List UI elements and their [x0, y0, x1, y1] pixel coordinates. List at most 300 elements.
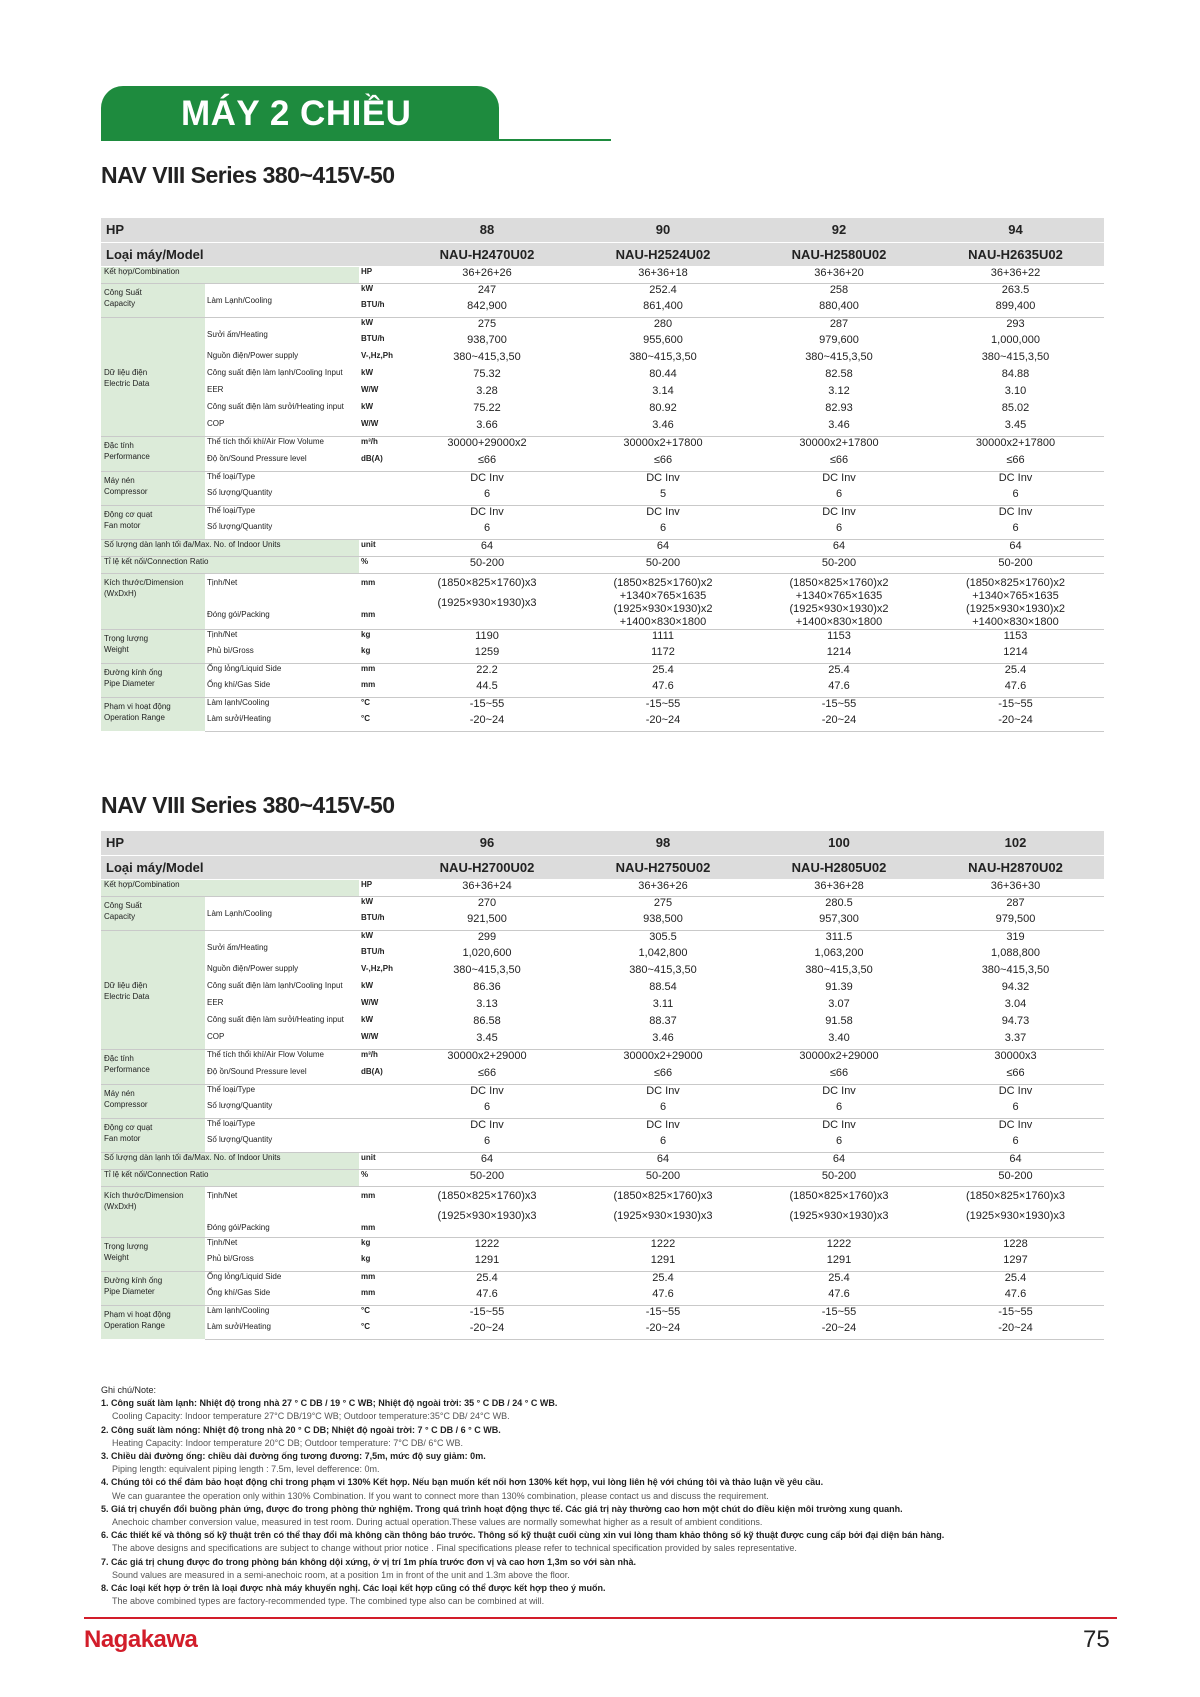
group-label-line: Weight: [104, 644, 129, 654]
unit-label: BTU/h: [359, 300, 399, 317]
power_supply-value: 380~415,3,50: [805, 964, 873, 976]
dim-net-line: (1850×825×1760)x3: [437, 576, 537, 589]
cop-value: 3.66: [476, 419, 498, 431]
row-label: Nguồn điện/Power supply: [205, 351, 359, 368]
weight_gross-value: 1214: [1003, 646, 1028, 658]
unit-label: kg: [359, 646, 399, 663]
note-vn: 3. Chiều dài đường ống: chiều dài đường ống tương đương: 7,5m, mức độ suy giảm: 0m.: [101, 1451, 486, 1462]
note-en: Sound values are measured in a semi-anechoic room, at a position 1m in front of the unit and 1.3m above the floor.: [112, 1569, 570, 1580]
table-row: [101, 505, 1104, 522]
table-row: [101, 351, 1104, 368]
row-label: Công suất điện làm sưởi/Heating input: [205, 1015, 359, 1032]
row-label: Sưởi ấm/Heating: [205, 930, 359, 964]
table-row: [101, 1152, 1104, 1169]
model-row: [101, 855, 1104, 879]
dim-net-line: (1850×825×1760)x3: [437, 1189, 537, 1202]
cop-value: 3.45: [476, 1032, 498, 1044]
power_supply-value: 380~415,3,50: [981, 351, 1050, 363]
heating_input-value: 91.58: [825, 1015, 853, 1027]
group-label-line: Performance: [104, 451, 150, 461]
heating_input-value: 94.73: [1001, 1015, 1030, 1027]
net-label: Tịnh/Net: [207, 1190, 238, 1200]
unit-label: dB(A): [359, 1067, 399, 1084]
unit-label: [359, 1084, 399, 1101]
row-label: Kết hợp/Combination: [101, 266, 359, 283]
fan_qty-value: 6: [483, 1135, 491, 1147]
hp-value: 96: [399, 831, 575, 855]
row-label: Ống lỏng/Liquid Side: [205, 663, 359, 680]
max_indoor-value: 64: [927, 1152, 1104, 1169]
unit-label: dB(A): [359, 454, 399, 471]
unit-label: [359, 505, 399, 522]
unit-label: °C: [359, 1305, 399, 1322]
table-row: [101, 266, 1104, 283]
note-vn: 2. Công suất làm nóng: Nhiệt độ trong nhà 20 ° C DB; Nhiệt độ ngoài trời: 7 ° C DB / 6 ° C WB.: [101, 1424, 501, 1435]
row-label: Tịnh/Net: [205, 1237, 359, 1254]
group-label-line: Dữ liệu điện: [104, 981, 148, 990]
weight_net-value: 1222: [399, 1237, 575, 1254]
fan_qty-value: 6: [835, 522, 843, 534]
fan_qty-value: 6: [659, 522, 667, 534]
note-en: Cooling Capacity: Indoor temperature 27°C DB/19°C WB; Outdoor temperature:35°C DB/ 24°C WB.: [112, 1411, 510, 1422]
group-label-line: Công Suất: [104, 287, 142, 297]
heating_kw-value: 275: [399, 317, 575, 334]
row-label: Số lượng/Quantity: [205, 488, 359, 505]
comp_type-value: DC Inv: [927, 471, 1104, 488]
group-label-line: Động cơ quạt: [104, 1122, 153, 1132]
connection_ratio-value: 50-200: [927, 556, 1104, 573]
row-label: Thể tích thổi khí/Air Flow Volume: [205, 1049, 359, 1067]
unit-label: kg: [359, 1237, 399, 1254]
table-row: [101, 488, 1104, 505]
row-label: Độ ồn/Sound Pressure level: [205, 454, 359, 471]
air_flow-value: 30000x2+17800: [751, 436, 927, 454]
unit-label: mm: [359, 680, 399, 697]
group-label: [101, 1049, 205, 1084]
air_flow-value: 30000+29000x2: [399, 436, 575, 454]
cooling_kw-value: 275: [575, 896, 751, 913]
table-row: [101, 556, 1104, 573]
cooling_btu-value: 842,900: [467, 300, 507, 312]
page-number: 75: [1083, 1626, 1110, 1653]
sound-value: ≤66: [829, 454, 849, 466]
max_indoor-value: 64: [575, 539, 751, 556]
table-row: [101, 539, 1104, 556]
comp_qty-value: 6: [835, 488, 843, 500]
brand-logo: Nagakawa: [84, 1626, 198, 1653]
table-row: [101, 573, 1104, 629]
unit-label: kW: [359, 283, 399, 300]
unit-label: BTU/h: [359, 947, 399, 964]
range_cooling-value: -15~55: [575, 1305, 751, 1322]
table-row: [101, 402, 1104, 419]
note-vn: 6. Các thiết kế và thông số kỹ thuật trên có thể thay đổi mà không cần thông báo trước. Thông số kỹ thuật cuối cùng xin vui lòng tham khảo thông số kỹ thuật được cung cấp bởi đại diện bán hàng.: [101, 1530, 945, 1541]
unit-label: mm: [359, 1288, 399, 1305]
hp-row: [101, 831, 1104, 855]
weight_gross-value: 1259: [474, 646, 500, 658]
fan_type-value: DC Inv: [751, 505, 927, 522]
heating_input-value: 85.02: [1001, 402, 1030, 414]
unit-label: kW: [359, 402, 399, 419]
footer-divider: [84, 1617, 1117, 1619]
group-label: [101, 436, 205, 471]
row-label: Kết hợp/Combination: [101, 879, 359, 896]
comp_type-value: DC Inv: [575, 471, 751, 488]
heating_btu-value: 1,000,000: [991, 334, 1040, 346]
eer-value: 3.12: [828, 385, 850, 397]
weight_gross-value: 1214: [826, 646, 852, 658]
comp_type-value: DC Inv: [927, 1084, 1104, 1101]
pipe_liquid-value: 25.4: [927, 1271, 1104, 1288]
group-label-line: Kích thước/Dimension: [104, 577, 184, 587]
cop-value: 3.40: [828, 1032, 850, 1044]
dim-net-line: (1850×825×1760)x2: [965, 576, 1066, 589]
cooling_btu-value: 957,300: [819, 913, 859, 925]
heating_input-value: 75.22: [473, 402, 501, 414]
pipe_liquid-value: 25.4: [399, 1271, 575, 1288]
eer-value: 3.13: [476, 998, 498, 1010]
pipe_liquid-value: 25.4: [575, 1271, 751, 1288]
unit-label: W/W: [359, 998, 399, 1015]
row-label: Ống lỏng/Liquid Side: [205, 1271, 359, 1288]
dim-packing-line: (1925×930×1930)x3: [437, 596, 537, 609]
pipe_gas-value: 47.6: [1004, 1288, 1027, 1300]
table-row: [101, 419, 1104, 436]
fan_type-value: DC Inv: [751, 1118, 927, 1135]
group-label-line: Compressor: [104, 486, 148, 496]
sound-value: ≤66: [829, 1067, 849, 1079]
heating_kw-value: 319: [927, 930, 1104, 947]
row-label: EER: [205, 998, 359, 1015]
heating_btu-value: 938,700: [467, 334, 507, 346]
connection_ratio-value: 50-200: [751, 556, 927, 573]
note-en: Piping length: equivalent piping length : 7.5m, level defference: 0m.: [112, 1464, 380, 1475]
fan_qty-value: 6: [835, 1135, 843, 1147]
table-row: [101, 1322, 1104, 1339]
cooling_input-value: 91.39: [825, 981, 853, 993]
note-en: Heating Capacity: Indoor temperature 20°C DB; Outdoor temperature: 7°C DB/ 6°C WB.: [112, 1437, 463, 1448]
unit-label: W/W: [359, 419, 399, 436]
row-label: Thể loại/Type: [205, 471, 359, 488]
cooling_input-value: 75.32: [473, 368, 501, 380]
dim-packing-line: (1925×930×1930)x2: [789, 602, 889, 615]
row-label: Số lượng/Quantity: [205, 1101, 359, 1118]
range_cooling-value: -15~55: [751, 697, 927, 714]
models-value: NAU-H2805U02: [751, 855, 927, 879]
table-row: [101, 629, 1104, 646]
fan_type-value: DC Inv: [927, 505, 1104, 522]
dim-net-line: (1850×825×1760)x3: [613, 1189, 713, 1202]
group-label-line: Công Suất: [104, 900, 142, 910]
dim-net-line: +1340×765×1635: [619, 589, 707, 602]
sound-value: ≤66: [477, 454, 497, 466]
range_heating-value: -20~24: [575, 714, 751, 731]
hp-label: HP: [101, 831, 399, 855]
row-label: Làm Lạnh/Cooling: [205, 283, 359, 317]
group-label-line: Pipe Diameter: [104, 1286, 155, 1296]
note-en: The above designs and specifications are subject to change without prior notice . Final specifications please refer to technical specification provided by sales representative.: [112, 1543, 797, 1554]
weight_net-value: 1153: [927, 629, 1104, 646]
range_cooling-value: -15~55: [399, 1305, 575, 1322]
sound-value: ≤66: [477, 1067, 497, 1079]
comp_type-value: DC Inv: [575, 1084, 751, 1101]
comp_type-value: DC Inv: [751, 471, 927, 488]
table-row: [101, 1118, 1104, 1135]
heating_kw-value: 311.5: [751, 930, 927, 947]
cooling_input-value: 84.88: [1001, 368, 1030, 380]
cooling_kw-value: 270: [399, 896, 575, 913]
note-en: Anechoic chamber conversion value, measured in test room. During actual operation.These values are normally somewhat higher as a result of ambient conditions.: [112, 1517, 763, 1528]
range_heating-value: -20~24: [927, 714, 1104, 731]
cop-value: 3.46: [652, 1032, 674, 1044]
table-row: [101, 663, 1104, 680]
unit-label: %: [359, 1169, 399, 1186]
unit-label: %: [359, 556, 399, 573]
unit-label: kg: [359, 1254, 399, 1271]
table-row: [101, 283, 1104, 300]
group-label-line: Đặc tính: [104, 440, 134, 450]
unit-label: [359, 1118, 399, 1135]
air_flow-value: 30000x2+17800: [575, 436, 751, 454]
power_supply-value: 380~415,3,50: [453, 351, 521, 363]
table-row: [101, 896, 1104, 913]
weight_gross-value: 1172: [651, 646, 675, 658]
row-label: Nguồn điện/Power supply: [205, 964, 359, 981]
heating_kw-value: 293: [927, 317, 1104, 334]
weight_net-value: 1228: [927, 1237, 1104, 1254]
unit-label: kW: [359, 930, 399, 947]
heating_kw-value: 287: [751, 317, 927, 334]
note-en: We can guarantee the operation only within 130% Combination. If you want to connect more than 130% combination, please contact us and discuss the requirement.: [112, 1490, 769, 1501]
heating_btu-value: 979,600: [819, 334, 859, 346]
hp-label: HP: [101, 218, 399, 242]
heating_btu-value: 1,042,800: [638, 947, 688, 959]
group-label-line: Weight: [104, 1252, 129, 1262]
table-row: [101, 1169, 1104, 1186]
table-row: [101, 368, 1104, 385]
cooling_btu-value: 899,400: [995, 300, 1036, 312]
hp-value: 102: [927, 831, 1104, 855]
group-label-line: Máy nén: [104, 475, 135, 485]
max_indoor-value: 64: [575, 1152, 751, 1169]
pipe_liquid-value: 25.4: [575, 663, 751, 680]
table-row: [101, 1049, 1104, 1067]
group-label-line: Capacity: [104, 911, 136, 921]
pipe_gas-value: 47.6: [476, 1288, 498, 1300]
max_indoor-value: 64: [399, 539, 575, 556]
group-label: [101, 896, 205, 930]
group-label-line: Đường kính ống: [104, 667, 163, 677]
heating_kw-value: 280: [575, 317, 751, 334]
combination-value: 36+36+30: [927, 879, 1104, 896]
sound-value: ≤66: [653, 1067, 673, 1079]
range_heating-value: -20~24: [399, 1322, 575, 1339]
cop-value: 3.37: [1004, 1032, 1027, 1044]
power_supply-value: 380~415,3,50: [453, 964, 521, 976]
table-row: [101, 879, 1104, 896]
table-row: [101, 1305, 1104, 1322]
table-row: [101, 981, 1104, 998]
dim-packing-line: +1400×830×1800: [972, 615, 1059, 628]
group-label: [101, 1118, 205, 1152]
cooling_input-value: 88.54: [649, 981, 677, 993]
group-label-line: Đặc tính: [104, 1053, 134, 1063]
group-label: [101, 1305, 205, 1339]
heating_btu-value: 955,600: [643, 334, 683, 346]
unit-label: [359, 471, 399, 488]
unit-label: m³/h: [359, 1049, 399, 1067]
table-row: [101, 436, 1104, 454]
group-label: [101, 629, 205, 663]
heating_input-value: 82.93: [825, 402, 853, 414]
group-label-line: Pipe Diameter: [104, 678, 155, 688]
dim-packing-line: +1400×830×1800: [619, 615, 707, 628]
models-value: NAU-H2470U02: [399, 242, 575, 266]
spec-table-2: [101, 831, 1104, 1340]
dim-packing-line: (1925×930×1930)x3: [789, 1209, 889, 1222]
cooling_kw-value: 247: [399, 283, 575, 300]
group-label-line: Động cơ quạt: [104, 509, 153, 519]
unit-label: °C: [359, 714, 399, 731]
dimension-value: [399, 1186, 575, 1237]
connection_ratio-value: 50-200: [399, 1169, 575, 1186]
comp_type-value: DC Inv: [399, 471, 575, 488]
comp_type-value: DC Inv: [751, 1084, 927, 1101]
table-row: [101, 1254, 1104, 1271]
hp-value: 88: [399, 218, 575, 242]
row-label: COP: [205, 1032, 359, 1049]
group-label-line: (WxDxH): [104, 1201, 137, 1211]
sound-value: ≤66: [1006, 454, 1025, 466]
group-label: [101, 1186, 205, 1237]
fan_qty-value: 6: [483, 522, 491, 534]
comp_qty-value: 5: [659, 488, 667, 500]
models-value: NAU-H2750U02: [575, 855, 751, 879]
connection_ratio-value: 50-200: [927, 1169, 1104, 1186]
heating_btu-value: 1,063,200: [814, 947, 864, 959]
sound-value: ≤66: [1006, 1067, 1025, 1079]
unit-label: W/W: [359, 1032, 399, 1049]
table-row: [101, 1032, 1104, 1049]
cop-value: 3.46: [652, 419, 674, 431]
group-label-line: Operation Range: [104, 1320, 165, 1330]
connection_ratio-value: 50-200: [575, 1169, 751, 1186]
weight_net-value: 1222: [575, 1237, 751, 1254]
weight_gross-value: 1291: [650, 1254, 676, 1266]
group-label: [101, 317, 205, 436]
combination-value: 36+36+26: [575, 879, 751, 896]
row-label: Làm lạnh/Cooling: [205, 1305, 359, 1322]
unit-mm: mm: [361, 577, 376, 587]
banner-underline: [101, 139, 611, 141]
group-label: [101, 930, 205, 1049]
range_heating-value: -20~24: [751, 714, 927, 731]
dim-packing-line: (1925×930×1930)x2: [613, 602, 713, 615]
group-label: [101, 1237, 205, 1271]
range_heating-value: -20~24: [575, 1322, 751, 1339]
table-row: [101, 1271, 1104, 1288]
row-label: Thể loại/Type: [205, 1084, 359, 1101]
group-label: [101, 283, 205, 317]
dimension-value: [575, 573, 751, 629]
note-vn: 1. Công suất làm lạnh: Nhiệt độ trong nhà 27 ° C DB / 19 ° C WB; Nhiệt độ ngoài trời: 35 ° C DB / 24 ° C WB.: [101, 1398, 558, 1409]
unit-label: kW: [359, 981, 399, 998]
unit-label: BTU/h: [359, 913, 399, 930]
heating_input-value: 80.92: [649, 402, 677, 414]
unit-label: unit: [359, 1152, 399, 1169]
unit-label: °C: [359, 1322, 399, 1339]
row-label: Độ ồn/Sound Pressure level: [205, 1067, 359, 1084]
unit-label: kW: [359, 317, 399, 334]
air_flow-value: 30000x2+29000: [575, 1049, 751, 1067]
group-label-line: (WxDxH): [104, 588, 137, 598]
unit-label: mm: [359, 1271, 399, 1288]
table-row: [101, 930, 1104, 947]
group-label-line: Electric Data: [104, 379, 150, 388]
cooling_input-value: 80.44: [649, 368, 677, 380]
models-value: NAU-H2700U02: [399, 855, 575, 879]
unit-label: HP: [359, 879, 399, 896]
unit-label: BTU/h: [359, 334, 399, 351]
hp-value: 90: [575, 218, 751, 242]
dimension-value: [927, 573, 1104, 629]
unit-mm: mm: [361, 1222, 376, 1232]
group-label: [101, 663, 205, 697]
row-label: Tỉ lệ kết nối/Connection Ratio: [101, 1169, 359, 1186]
table-row: [101, 1237, 1104, 1254]
models-value: NAU-H2524U02: [575, 242, 751, 266]
series-title-2: NAV VIII Series 380~415V-50: [101, 792, 395, 818]
unit-label: W/W: [359, 385, 399, 402]
packing-label: Đóng gói/Packing: [207, 609, 270, 619]
max_indoor-value: 64: [927, 539, 1104, 556]
dim-net-line: +1340×765×1635: [795, 589, 883, 602]
table-row: [101, 680, 1104, 697]
unit-label: V-,Hz,Ph: [359, 964, 399, 981]
group-label-line: Performance: [104, 1064, 150, 1074]
fan_type-value: DC Inv: [575, 1118, 751, 1135]
group-label: [101, 505, 205, 539]
dim-net-line: (1850×825×1760)x3: [965, 1189, 1066, 1202]
connection_ratio-value: 50-200: [751, 1169, 927, 1186]
dim-net-line: +1340×765×1635: [972, 589, 1059, 602]
cooling_kw-value: 280.5: [751, 896, 927, 913]
row-label: Số lượng/Quantity: [205, 522, 359, 539]
table-row: [101, 998, 1104, 1015]
note-vn: 5. Giá trị chuyển đổi buồng phản ứng, được đo trong phòng thử nghiệm. Trong quá trình hoạt động thực tế. Các giá trị này thường cao hơn một chút do điều kiện môi trường xung quanh.: [101, 1503, 903, 1514]
note-vn: 8. Các loại kết hợp ở trên là loại được nhà máy khuyến nghị. Các loại kết hợp cũng có thể được kết hợp theo ý muốn.: [101, 1583, 606, 1594]
cooling_btu-value: 880,400: [819, 300, 859, 312]
row-label: Thể tích thổi khí/Air Flow Volume: [205, 436, 359, 454]
table-row: [101, 471, 1104, 488]
cooling_btu-value: 938,500: [643, 913, 683, 925]
range_heating-value: -20~24: [399, 714, 575, 731]
unit-label: HP: [359, 266, 399, 283]
group-label-line: Capacity: [104, 298, 136, 308]
group-label-line: Dữ liệu điện: [104, 368, 148, 377]
cooling_btu-value: 921,500: [467, 913, 507, 925]
models-value: NAU-H2635U02: [927, 242, 1104, 266]
dim-packing-line: (1925×930×1930)x3: [437, 1209, 537, 1222]
dimension-value: [927, 1186, 1104, 1237]
row-label: Công suất điện làm sưởi/Heating input: [205, 402, 359, 419]
range_cooling-value: -15~55: [575, 697, 751, 714]
heating_kw-value: 299: [399, 930, 575, 947]
unit-label: [359, 1101, 399, 1118]
group-label-line: Kích thước/Dimension: [104, 1190, 184, 1200]
pipe_liquid-value: 25.4: [751, 663, 927, 680]
eer-value: 3.28: [476, 385, 498, 397]
